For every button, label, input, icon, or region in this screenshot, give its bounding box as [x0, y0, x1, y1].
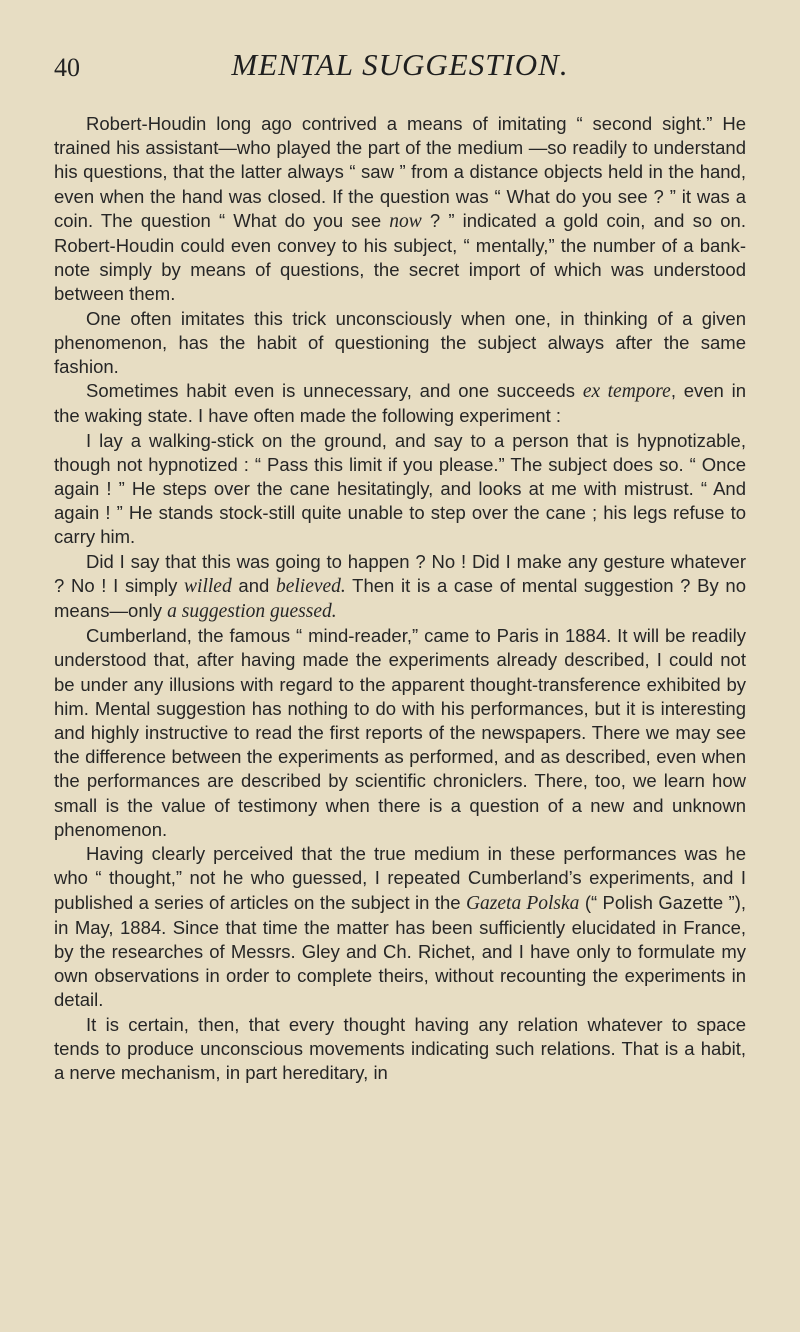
text-run: and	[231, 574, 276, 596]
text-run: Then it is a case of mental suggestion ? By no means—only	[54, 574, 746, 622]
italic-text: now	[389, 210, 422, 232]
paragraph	[54, 429, 746, 550]
italic-text: willed	[184, 575, 232, 597]
text-run: Robert-Houdin long ago contrived a means of imitating “ second sight.” He trained his assistant—who played the part of the medium —so readily to understand his questions, that the latter always “ saw ” from a distance objects held in the hand, even when the hand was closed. If the question was “ What do you see ? ” it was a coin. The question “ What do you see	[54, 113, 746, 231]
italic-text: a suggestion guessed.	[167, 601, 337, 623]
body-text	[54, 112, 746, 1085]
text-run: , even in the waking state. I have often made the following experiment :	[54, 380, 747, 427]
text-run: Did I say that this was going to happen ? No ! Did I make any gesture whatever ? No ! I simply	[54, 550, 746, 596]
text-run: ? ” indicated a gold coin, and so on. Robert-Houdin could even convey to his subject, “ mentally,” the number of a bank-note simply by means of questions, the secret import of which was understood between them.	[54, 209, 746, 305]
paragraph	[54, 624, 746, 842]
page-header	[54, 47, 746, 87]
paragraph	[54, 550, 746, 625]
italic-text: believed.	[275, 575, 346, 597]
paragraph	[54, 112, 746, 307]
paragraph	[54, 379, 746, 428]
italic-text: Gazeta Polska	[465, 892, 580, 914]
text-run: It is certain, then, that every thought having any relation whatever to space tends to produce unconscious movements indicating such relations. That is a habit, a nerve mechanism, in part hereditary, in	[54, 1013, 746, 1083]
text-run: (“ Polish Gazette ”), in May, 1884. Since that time the matter has been sufficiently elucidated in France, by the researches of Messrs. Gley and Ch. Richet, and I have only to formulate my own observations in order to complete theirs, without recounting the experiments in detail.	[54, 891, 746, 1011]
paragraph	[54, 1013, 746, 1086]
paragraph	[54, 842, 746, 1012]
paragraph	[54, 307, 746, 380]
page-number: 40	[54, 53, 80, 82]
text-run: Having clearly perceived that the true medium in these performances was he who “ thought,” not he who guessed, I repeated Cumberland’s experiments, and I published a series of articles on the subject in the	[54, 843, 746, 913]
text-run: One often imitates this trick unconsciously when one, in thinking of a given phenomenon, has the habit of questioning the subject always after the same fashion.	[54, 307, 746, 378]
text-run: I lay a walking-stick on the ground, and say to a person that is hypnotizable, though not hypnotized : “ Pass this limit if you please.” The subject does so. “ Once again ! ” He steps over the cane hesitatingly, and looks at me with mistrust. “ And again ! ” He stands stock-still quite unable to step over the cane ; his legs refuse to carry him.	[54, 429, 746, 548]
running-title: MENTAL SUGGESTION.	[231, 47, 569, 82]
text-run: Sometimes habit even is unnecessary, and one succeeds	[86, 380, 583, 402]
text-run: Cumberland, the famous “ mind-reader,” came to Paris in 1884. It will be readily understood that, after having made the experiments already described, I could not be under any illusions with regard to the apparent thought-transference exhibited by him. Mental suggestion has nothing to do with his performances, but it is interesting and highly instructive to read the first reports of the newspapers. There we may see the difference between the experiments as performed, and as described, even when the performances are described by scientific chroniclers. There, too, we learn how small is the value of testimony when there is a question of a new and unknown phenomenon.	[54, 625, 746, 840]
italic-text: ex tempore	[582, 381, 671, 403]
